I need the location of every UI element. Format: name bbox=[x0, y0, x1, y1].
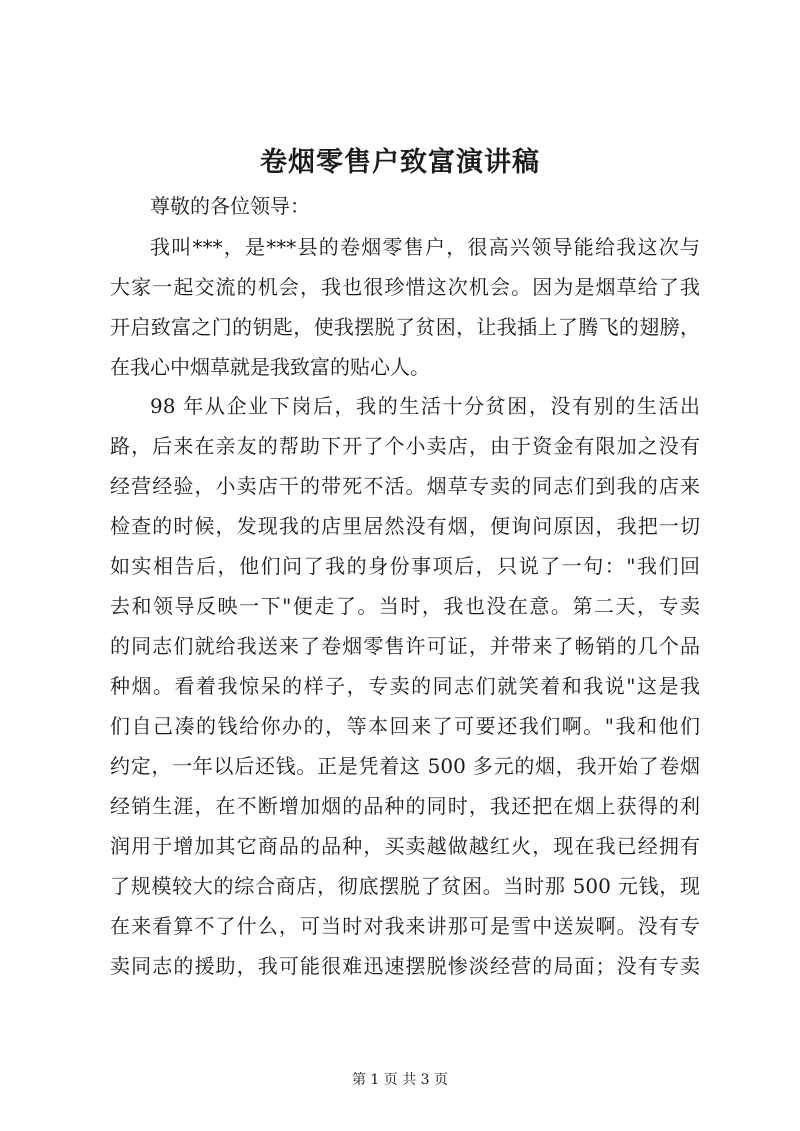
paragraph-2-line: 经营经验，小卖店干的带死不活。烟草专卖的同志们到我的店来 bbox=[110, 474, 700, 498]
paragraph-1-line: 大家一起交流的机会，我也很珍惜这次机会。因为是烟草给了我 bbox=[110, 275, 700, 299]
page-number-footer: 第 1 页 共 3 页 bbox=[351, 1072, 449, 1088]
paragraph-2-line: 如实相告后，他们问了我的身份事项后，只说了一句："我们回 bbox=[110, 554, 700, 578]
paragraph-2-line: 种烟。看着我惊呆的样子，专卖的同志们就笑着和我说"这是我 bbox=[110, 674, 700, 698]
document-title: 卷烟零售户致富演讲稿 bbox=[260, 147, 540, 178]
paragraph-2-line: 的同志们就给我送来了卷烟零售许可证，并带来了畅销的几个品 bbox=[110, 634, 700, 658]
paragraph-2-line: 约定，一年以后还钱。正是凭着这 500 多元的烟，我开始了卷烟 bbox=[110, 754, 700, 778]
paragraph-1-line: 我叫***，是***县的卷烟零售户，很高兴领导能给我这次与 bbox=[150, 235, 700, 259]
salutation: 尊敬的各位领导： bbox=[150, 194, 310, 218]
paragraph-2-line: 润用于增加其它商品的品种，买卖越做越红火，现在我已经拥有 bbox=[110, 834, 700, 858]
paragraph-1-line: 在我心中烟草就是我致富的贴心人。 bbox=[110, 355, 430, 379]
paragraph-2-line: 们自己凑的钱给你办的，等本回来了可要还我们啊。"我和他们 bbox=[110, 714, 700, 738]
paragraph-2-line: 路，后来在亲友的帮助下开了个小卖店，由于资金有限加之没有 bbox=[110, 434, 700, 458]
paragraph-2-line: 了规模较大的综合商店，彻底摆脱了贫困。当时那 500 元钱，现 bbox=[110, 874, 700, 898]
paragraph-1-line: 开启致富之门的钥匙，使我摆脱了贫困，让我插上了腾飞的翅膀， bbox=[110, 315, 700, 339]
paragraph-2-line: 98 年从企业下岗后，我的生活十分贫困，没有别的生活出 bbox=[150, 394, 700, 418]
paragraph-2-line: 在来看算不了什么，可当时对我来讲那可是雪中送炭啊。没有专 bbox=[110, 914, 700, 938]
paragraph-2-line: 卖同志的援助，我可能很难迅速摆脱惨淡经营的局面；没有专卖 bbox=[110, 954, 700, 978]
paragraph-2-line: 经销生涯，在不断增加烟的品种的同时，我还把在烟上获得的利 bbox=[110, 794, 700, 818]
paragraph-2-line: 去和领导反映一下"便走了。当时，我也没在意。第二天，专卖 bbox=[110, 594, 700, 618]
paragraph-2-line: 检查的时候，发现我的店里居然没有烟，便询问原因，我把一切 bbox=[110, 514, 700, 538]
